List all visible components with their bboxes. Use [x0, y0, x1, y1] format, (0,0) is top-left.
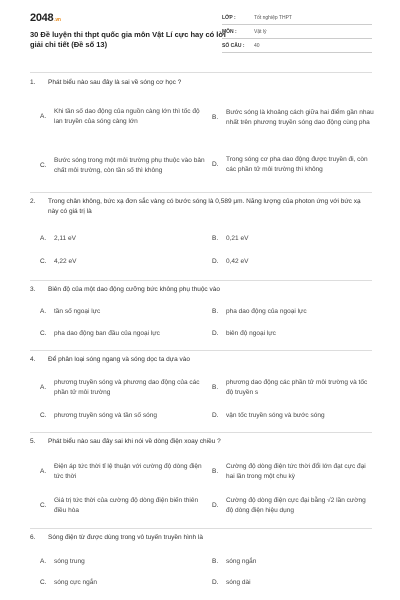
- question-stem: [30, 355, 372, 365]
- option-text: Cường độ dòng điện tức thời đổi lớn đạt cực đại hai lần trong một chu kỳ: [226, 463, 366, 480]
- question-number: 4.: [30, 356, 36, 363]
- question-4: [30, 355, 372, 365]
- option-letter: B.: [212, 308, 219, 315]
- option-letter: C.: [40, 258, 47, 265]
- option-letter: B.: [212, 235, 219, 242]
- option-text: 0,42 eV: [226, 258, 249, 265]
- option-4d[interactable]: [212, 409, 374, 423]
- option-letter: A.: [40, 468, 47, 475]
- option-letter: B.: [212, 558, 219, 565]
- question-divider: [30, 192, 372, 193]
- option-2a[interactable]: [40, 232, 200, 246]
- option-text: Khi tần số dao động của nguồn càng lớn thì tốc độ lan truyền của sóng càng lớn: [54, 108, 200, 125]
- option-letter: C.: [40, 330, 47, 337]
- option-3c[interactable]: [40, 327, 212, 341]
- question-5: [30, 437, 372, 447]
- meta-value: Tốt nghiệp THPT: [254, 14, 292, 21]
- question-text: Biên độ của một dao động cưỡng bức không phụ thuộc vào: [48, 286, 220, 293]
- question-2: [30, 197, 372, 217]
- question-text: Để phân loại sóng ngang và sóng dọc ta dựa vào: [48, 356, 191, 363]
- option-text: biên độ ngoại lực: [226, 330, 276, 337]
- option-text: phương dao động các phần tử môi trường và tốc độ truyền s: [226, 379, 368, 396]
- site-logo[interactable]: [30, 12, 61, 24]
- option-text: 4,22 eV: [54, 258, 77, 265]
- document-title: 30 Đề luyện thi thpt quốc gia môn Vật Lí cực hay có lời giải chi tiết (Đề số 13): [30, 30, 226, 49]
- option-1b[interactable]: [212, 100, 374, 136]
- option-letter: C.: [40, 412, 47, 419]
- option-text: tần số ngoại lực: [54, 308, 101, 315]
- page-header: [0, 0, 400, 70]
- option-letter: A.: [40, 308, 47, 315]
- meta-row-count: [222, 39, 372, 53]
- option-6a[interactable]: [40, 555, 200, 569]
- option-text: phương truyền sóng và phương dao động của các phần tử môi trường: [54, 379, 200, 396]
- option-text: pha dao động của ngoại lực: [226, 308, 307, 315]
- option-text: sóng cực ngắn: [54, 579, 98, 586]
- logo-text: 2048: [30, 12, 54, 24]
- question-divider: [30, 528, 372, 529]
- option-2c[interactable]: [40, 255, 200, 269]
- option-1d[interactable]: [212, 150, 374, 180]
- option-letter: A.: [40, 113, 47, 120]
- question-number: 1.: [30, 79, 36, 86]
- option-text: Trong sóng cơ pha dao động được truyền đi, còn các phần tử môi trường thì không: [226, 156, 368, 173]
- question-stem: [30, 437, 372, 447]
- option-6c[interactable]: [40, 576, 200, 590]
- question-text: Phát biểu nào sau đây sai khi nói về dòng điện xoay chiều ?: [48, 438, 221, 445]
- option-6b[interactable]: [212, 555, 374, 569]
- option-1a[interactable]: [40, 102, 200, 132]
- option-letter: D.: [212, 161, 219, 168]
- option-text: sóng trung: [54, 558, 85, 565]
- option-text: Cường độ dòng điện cực đại bằng √2 lần cường độ dòng điện hiệu dụng: [226, 497, 366, 514]
- question-divider: [30, 72, 372, 73]
- option-4c[interactable]: [40, 409, 205, 423]
- option-letter: C.: [40, 162, 47, 169]
- option-letter: C.: [40, 579, 47, 586]
- option-4a[interactable]: [40, 376, 205, 400]
- question-stem: [30, 197, 372, 217]
- question-text: Phát biểu nào sau đây là sai về sóng cơ học ?: [48, 79, 182, 86]
- option-letter: A.: [40, 235, 47, 242]
- option-letter: D.: [212, 330, 219, 337]
- option-letter: D.: [212, 258, 219, 265]
- option-3b[interactable]: [212, 305, 374, 319]
- option-text: Bước sóng trong một môi trường phụ thuộc vào bản chất môi trường, còn tần số thì không: [54, 157, 205, 174]
- question-stem: [30, 533, 372, 543]
- question-divider: [30, 350, 372, 351]
- option-5b[interactable]: [212, 460, 374, 484]
- question-number: 3.: [30, 286, 36, 293]
- meta-label: MÔN :: [222, 28, 237, 35]
- option-3d[interactable]: [212, 327, 374, 341]
- question-stem: [30, 285, 372, 295]
- meta-value: 40: [254, 42, 260, 49]
- question-text: Trong chân không, bức xạ đơn sắc vàng có bước sóng là 0,589 μm. Năng lượng của photon ứng với bức xạ này có giá trị là: [48, 198, 361, 215]
- option-text: Điện áp tức thời tỉ lệ thuận với cường độ dòng điện tức thời: [54, 463, 202, 480]
- question-divider: [30, 280, 372, 281]
- question-6: [30, 533, 372, 543]
- option-6d[interactable]: [212, 576, 374, 590]
- option-letter: C.: [40, 502, 47, 509]
- question-divider: [30, 432, 372, 433]
- question-1: [30, 78, 372, 88]
- option-text: sóng dài: [226, 579, 251, 586]
- option-3a[interactable]: [40, 305, 200, 319]
- logo-suffix: .vn: [54, 17, 61, 23]
- option-letter: A.: [40, 384, 47, 391]
- option-letter: A.: [40, 558, 47, 565]
- option-letter: B.: [212, 114, 219, 121]
- option-text: Bước sóng là khoảng cách giữa hai điểm gần nhau nhất trên phương truyền sóng dao động cùng pha: [226, 109, 374, 126]
- option-text: 2,11 eV: [54, 235, 76, 242]
- option-4b[interactable]: [212, 376, 374, 400]
- option-2b[interactable]: [212, 232, 374, 246]
- option-text: vận tốc truyền sóng và bước sóng: [226, 412, 325, 419]
- option-letter: D.: [212, 579, 219, 586]
- question-3: [30, 285, 372, 295]
- meta-info-table: [222, 11, 372, 53]
- option-5c[interactable]: [40, 494, 205, 518]
- option-5d[interactable]: [212, 494, 374, 518]
- option-2d[interactable]: [212, 255, 374, 269]
- option-letter: D.: [212, 502, 219, 509]
- meta-label: LỚP :: [222, 14, 236, 21]
- meta-row-subject: [222, 25, 372, 39]
- option-1c[interactable]: [40, 148, 212, 184]
- meta-row-class: [222, 11, 372, 25]
- question-number: 5.: [30, 438, 36, 445]
- question-text: Sóng điện từ được dùng trong vô tuyến truyền hình là: [48, 534, 203, 541]
- option-text: pha dao động ban đầu của ngoại lực: [54, 330, 160, 337]
- option-5a[interactable]: [40, 460, 205, 484]
- option-text: 0,21 eV: [226, 235, 249, 242]
- question-number: 6.: [30, 534, 36, 541]
- question-number: 2.: [30, 198, 36, 205]
- option-text: phương truyền sóng và tần số sóng: [54, 412, 157, 419]
- option-letter: B.: [212, 468, 219, 475]
- meta-label: SỐ CÂU :: [222, 42, 245, 49]
- meta-value: Vật lý: [254, 28, 267, 35]
- option-text: sóng ngắn: [226, 558, 257, 565]
- option-letter: D.: [212, 412, 219, 419]
- option-text: Giá trị tức thời của cường độ dòng điện biến thiên điều hòa: [54, 497, 199, 514]
- question-stem: [30, 78, 372, 88]
- option-letter: B.: [212, 384, 219, 391]
